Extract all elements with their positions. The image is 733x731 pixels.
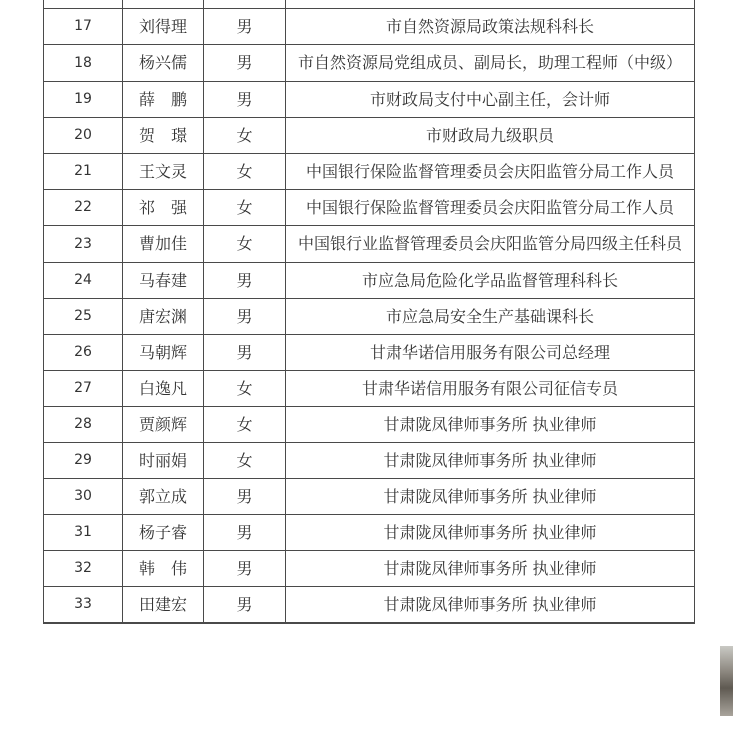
member-position: 甘肃华诺信用服务有限公司征信专员 [286, 371, 695, 407]
table-row [44, 443, 695, 479]
member-position: 市财政局支付中心副主任，会计师 [286, 82, 695, 118]
member-gender: 男 [204, 479, 286, 515]
table-row [44, 371, 695, 407]
member-name: 时丽娟 [123, 443, 204, 479]
member-name [123, 0, 204, 9]
member-position: 市自然资源局政策法规科科长 [286, 9, 695, 45]
row-number: 18 [44, 45, 123, 82]
member-name: 杨子睿 [123, 515, 204, 551]
member-name: 祁 强 [123, 190, 204, 226]
row-number: 28 [44, 407, 123, 443]
row-number: 21 [44, 154, 123, 190]
row-number [44, 0, 123, 9]
member-name: 韩 伟 [123, 551, 204, 587]
table-row [44, 263, 695, 299]
member-gender: 女 [204, 226, 286, 263]
row-number: 32 [44, 551, 123, 587]
member-position: 中国银行保险监督管理委员会庆阳监管分局工作人员 [286, 190, 695, 226]
row-number: 22 [44, 190, 123, 226]
roster-body [44, 0, 695, 624]
member-position: 甘肃陇凤律师事务所 执业律师 [286, 587, 695, 623]
table-row [44, 551, 695, 587]
cropped-photo-edge [720, 646, 733, 716]
table-row [44, 82, 695, 118]
table-row [44, 190, 695, 226]
member-position: 甘肃陇凤律师事务所 执业律师 [286, 479, 695, 515]
member-position: 甘肃华诺信用服务有限公司总经理 [286, 335, 695, 371]
member-position: 甘肃陇凤律师事务所 执业律师 [286, 443, 695, 479]
member-name: 贺 璟 [123, 118, 204, 154]
member-position: 甘肃陇凤律师事务所 执业律师 [286, 551, 695, 587]
member-gender: 女 [204, 154, 286, 190]
table-row [44, 118, 695, 154]
member-position: 中国银行业监督管理委员会庆阳监管分局四级主任科员 [286, 226, 695, 263]
member-position [286, 0, 695, 9]
member-name: 田建宏 [123, 587, 204, 623]
member-gender: 男 [204, 45, 286, 82]
row-number: 19 [44, 82, 123, 118]
member-gender [204, 623, 286, 624]
member-gender: 男 [204, 263, 286, 299]
member-name: 马朝辉 [123, 335, 204, 371]
table-row [44, 479, 695, 515]
row-number: 25 [44, 299, 123, 335]
member-position: 市自然资源局党组成员、副局长，助理工程师（中级） [286, 45, 695, 82]
table-row [44, 9, 695, 45]
member-name [123, 623, 204, 624]
member-position: 市应急局危险化学品监督管理科科长 [286, 263, 695, 299]
member-position: 甘肃陇凤律师事务所 执业律师 [286, 407, 695, 443]
member-name: 曹加佳 [123, 226, 204, 263]
member-gender [204, 0, 286, 9]
member-gender: 男 [204, 299, 286, 335]
member-position [286, 623, 695, 624]
row-number: 31 [44, 515, 123, 551]
member-name: 白逸凡 [123, 371, 204, 407]
member-gender: 女 [204, 190, 286, 226]
member-name: 刘得理 [123, 9, 204, 45]
member-gender: 男 [204, 587, 286, 623]
table-row [44, 623, 695, 624]
member-gender: 男 [204, 82, 286, 118]
table-row [44, 226, 695, 263]
row-number: 27 [44, 371, 123, 407]
row-number: 30 [44, 479, 123, 515]
member-name: 郭立成 [123, 479, 204, 515]
table-row [44, 45, 695, 82]
row-number: 23 [44, 226, 123, 263]
member-gender: 男 [204, 515, 286, 551]
member-name: 贾颜辉 [123, 407, 204, 443]
member-gender: 男 [204, 335, 286, 371]
member-gender: 男 [204, 551, 286, 587]
member-name: 王文灵 [123, 154, 204, 190]
row-number: 20 [44, 118, 123, 154]
row-number: 33 [44, 587, 123, 623]
table-row [44, 0, 695, 9]
member-name: 薛 鹏 [123, 82, 204, 118]
table-row [44, 515, 695, 551]
row-number: 26 [44, 335, 123, 371]
row-number: 24 [44, 263, 123, 299]
member-name: 唐宏渊 [123, 299, 204, 335]
member-name: 杨兴儒 [123, 45, 204, 82]
member-position: 中国银行保险监督管理委员会庆阳监管分局工作人员 [286, 154, 695, 190]
member-roster-table [43, 0, 695, 624]
member-position: 市应急局安全生产基础课科长 [286, 299, 695, 335]
member-position: 市财政局九级职员 [286, 118, 695, 154]
member-gender: 女 [204, 443, 286, 479]
member-name: 马春建 [123, 263, 204, 299]
table-row [44, 299, 695, 335]
member-gender: 女 [204, 407, 286, 443]
table-row [44, 154, 695, 190]
row-number: 17 [44, 9, 123, 45]
table-row [44, 335, 695, 371]
member-gender: 女 [204, 371, 286, 407]
member-gender: 男 [204, 9, 286, 45]
row-number [44, 623, 123, 624]
table-row [44, 407, 695, 443]
table-row [44, 587, 695, 623]
member-gender: 女 [204, 118, 286, 154]
row-number: 29 [44, 443, 123, 479]
member-position: 甘肃陇凤律师事务所 执业律师 [286, 515, 695, 551]
